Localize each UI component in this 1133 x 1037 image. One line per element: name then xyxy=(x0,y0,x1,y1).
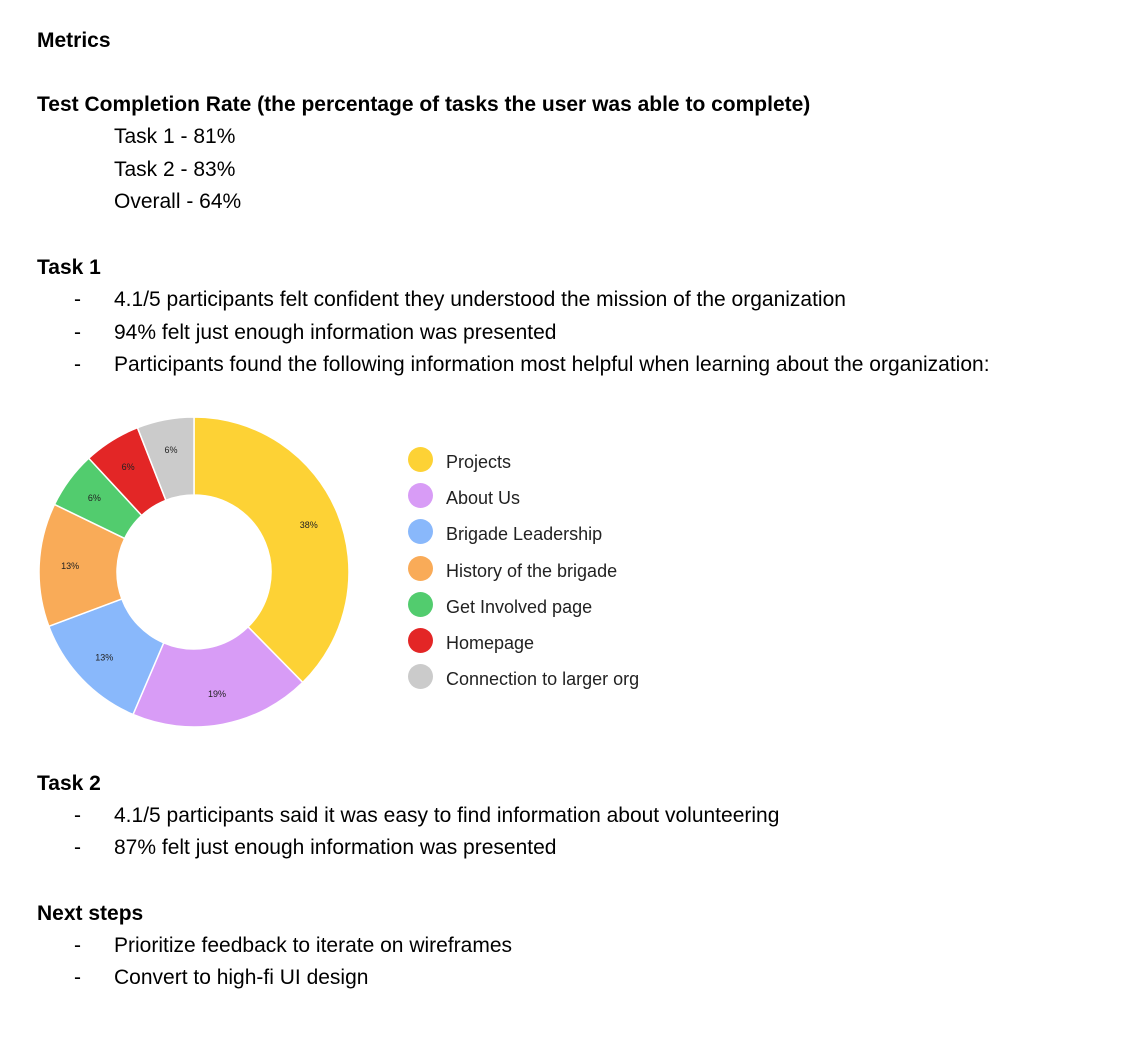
legend-swatch xyxy=(408,447,433,472)
bullet-marker: - xyxy=(74,321,81,344)
slice-value-label: 38% xyxy=(299,519,318,530)
slice-value-label: 19% xyxy=(208,688,227,699)
task1-bullet-helpful: Participants found the following information most helpful when learning about the organization: xyxy=(114,353,990,376)
bullet-marker: - xyxy=(74,288,81,311)
legend-label: History of the brigade xyxy=(446,560,618,581)
bullet-marker: - xyxy=(74,804,81,827)
legend-label: Projects xyxy=(446,452,512,472)
bullet-marker: - xyxy=(74,934,81,957)
slice-value-label: 13% xyxy=(61,561,80,572)
legend-label: Brigade Leadership xyxy=(446,524,603,545)
slice-value-label: 6% xyxy=(87,493,101,504)
task2-bullet-ease: 4.1/5 participants said it was easy to find information about volunteering xyxy=(114,804,780,827)
task2-bullet-information: 87% felt just enough information was presented xyxy=(114,836,557,859)
task1-bullet-information: 94% felt just enough information was presented xyxy=(114,321,557,344)
bullet-marker: - xyxy=(74,836,81,859)
completion-task1: Task 1 - 81% xyxy=(114,125,236,148)
legend-label: Connection to larger org xyxy=(446,669,640,690)
slice-value-label: 6% xyxy=(121,461,135,472)
legend-swatch xyxy=(408,628,433,653)
legend-swatch xyxy=(408,483,433,508)
bullet-marker: - xyxy=(74,966,81,989)
slice-value-label: 13% xyxy=(95,652,114,663)
bullet-marker: - xyxy=(74,353,81,376)
completion-rate-heading: Test Completion Rate (the percentage of tasks the user was able to complete) xyxy=(37,93,811,116)
donut-slice-projects xyxy=(194,417,349,682)
legend-label: Get Involved page xyxy=(446,596,593,617)
completion-overall: Overall - 64% xyxy=(114,190,242,213)
next-steps-bullet-iterate: Prioritize feedback to iterate on wireframes xyxy=(114,934,513,957)
completion-task2: Task 2 - 83% xyxy=(114,158,236,181)
task1-bullet-confidence: 4.1/5 participants felt confident they understood the mission of the organization xyxy=(114,288,846,311)
task1-heading: Task 1 xyxy=(37,256,101,279)
metrics-heading: Metrics xyxy=(37,29,111,52)
next-steps-bullet-hifi: Convert to high-fi UI design xyxy=(114,966,369,989)
slice-value-label: 6% xyxy=(164,445,178,456)
legend-label: About Us xyxy=(446,488,521,509)
task2-heading: Task 2 xyxy=(37,772,101,795)
legend-swatch xyxy=(408,664,433,689)
legend-swatch xyxy=(408,556,433,581)
legend-swatch xyxy=(408,592,433,617)
helpful-info-donut-chart xyxy=(0,410,380,740)
legend-swatch xyxy=(408,519,433,544)
legend-label: Homepage xyxy=(446,633,535,653)
next-steps-heading: Next steps xyxy=(37,902,144,925)
